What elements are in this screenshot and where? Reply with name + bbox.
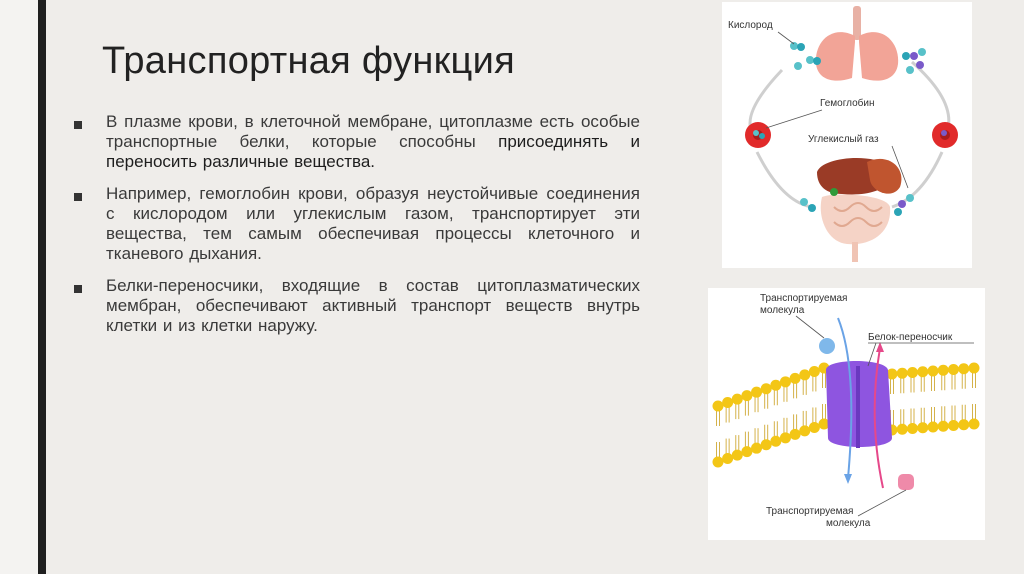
lipid-head xyxy=(969,363,980,374)
lipid-head xyxy=(809,366,820,377)
bottom-molecule-label-1: Транспортируемая xyxy=(766,506,854,517)
lipid-head xyxy=(958,363,969,374)
lipid-head xyxy=(928,422,939,433)
bullet-text: В плазме крови, в клеточной мембране, цитоплазме есть особые транспортные белки, которые способны присоединять и переносить различные вещества. xyxy=(106,112,640,171)
lipid-head xyxy=(790,373,801,384)
bullet-emphasis: присоединять и переносить различные вещества. xyxy=(106,132,640,171)
lipid-head xyxy=(761,439,772,450)
top-molecule-label-1: Транспортируемая xyxy=(760,293,848,304)
lipid-head xyxy=(741,446,752,457)
bullet-text: Белки-переносчики, входящие в состав цитоплазматических мембран, обеспечивают активный транспорт веществ внутрь клетки и из клетки наружу. xyxy=(106,276,640,335)
lipid-head xyxy=(713,457,724,468)
bullet-text: Например, гемоглобин крови, образуя неустойчивые соединения с кислородом или углекислым газом, транспортирует эти вещества, тем самым обеспечивая процессы клеточного и тканевого дыхания. xyxy=(106,184,640,263)
lipid-head xyxy=(938,365,949,376)
bullet-item xyxy=(74,276,640,336)
bottom-molecule-label-2: молекула xyxy=(826,518,871,529)
outer-margin xyxy=(0,0,38,574)
lipid-head xyxy=(722,397,733,408)
respiration-figure xyxy=(722,2,972,268)
lipid-head xyxy=(799,425,810,436)
lipid-head xyxy=(897,424,908,435)
lipid-head xyxy=(809,422,820,433)
lipid-head xyxy=(938,421,949,432)
lipid-head xyxy=(770,436,781,447)
bullet-item xyxy=(74,112,640,172)
bullet-list xyxy=(74,112,640,348)
lipid-head xyxy=(780,432,791,443)
lipid-head xyxy=(741,390,752,401)
lipid-head xyxy=(761,383,772,394)
bullet-square-icon xyxy=(74,285,82,293)
lipid-head xyxy=(780,376,791,387)
lipid-head xyxy=(897,368,908,379)
bullet-square-icon xyxy=(74,193,82,201)
top-molecule-icon xyxy=(819,338,835,354)
lipid-head xyxy=(751,443,762,454)
lipid-head xyxy=(917,422,928,433)
slide-title: Транспортная функция xyxy=(102,40,516,82)
lipid-head xyxy=(790,429,801,440)
lipid-head xyxy=(732,450,743,461)
accent-bar xyxy=(38,0,46,574)
co2-label: Углекислый газ xyxy=(808,134,879,145)
lipid-head xyxy=(958,419,969,430)
lipid-head xyxy=(969,419,980,430)
oxygen-label: Кислород xyxy=(728,20,773,31)
membrane-figure xyxy=(708,288,985,540)
lipid-head xyxy=(907,367,918,378)
bullet-square-icon xyxy=(74,121,82,129)
hemoglobin-label: Гемоглобин xyxy=(820,98,875,109)
bullet-item xyxy=(74,184,640,264)
lipid-head xyxy=(948,420,959,431)
lipid-head xyxy=(917,366,928,377)
bottom-molecule-icon xyxy=(898,474,914,490)
lipid-head xyxy=(928,366,939,377)
carrier-label: Белок-переносчик xyxy=(868,332,953,343)
lipid-head xyxy=(751,387,762,398)
lipid-head xyxy=(799,369,810,380)
lipid-head xyxy=(948,364,959,375)
lipid-head xyxy=(722,453,733,464)
lipid-head xyxy=(907,423,918,434)
lipid-head xyxy=(713,401,724,412)
top-molecule-label-2: молекула xyxy=(760,305,805,316)
lipid-head xyxy=(770,380,781,391)
lipid-head xyxy=(732,394,743,405)
